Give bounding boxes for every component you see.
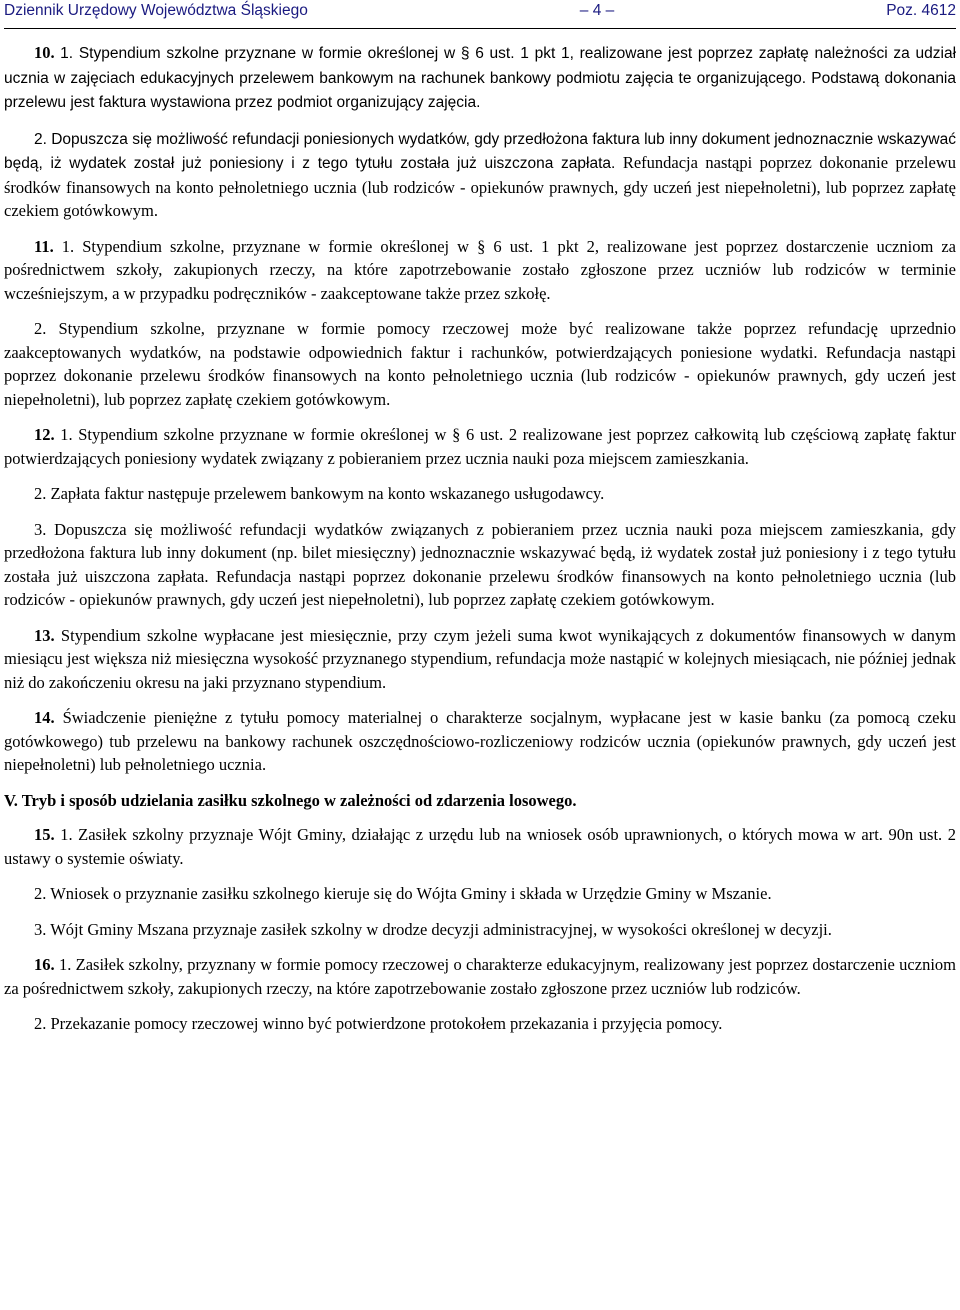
section-10-paragraph-2 xyxy=(4,127,956,223)
section-13-paragraph-1 xyxy=(4,624,956,695)
section-10-paragraph-1 xyxy=(4,41,956,115)
section-15-paragraph-1 xyxy=(4,823,956,870)
section-12-paragraph-3: 3. Dopuszcza się możliwość refundacji wydatków związanych z pobieraniem przez ucznia nauki poza miejscem zamieszkania, gdy przedłożona faktura lub inny dokument (np. bilet miesięczny) jednoznacznie wskazywać będą, iż wydatek został już poniesiony i z tego tytułu została już uiszczona zapłata. Refundacja nastąpi poprzez dokonanie przelewu środków finansowych na konto pełnoletniego ucznia (lub rodziców - opiekunów prawnych, gdy uczeń jest niepełnoletni), lub poprzez zapłatę czekiem gotówkowym. xyxy=(4,519,956,609)
section-15-text-1: 1. Zasiłek szkolny przyznaje Wójt Gminy, działając z urzędu lub na wniosek osób uprawnionych, o których mowa w art. 90n ust. 2 ustawy o systemie oświaty. xyxy=(4,825,956,868)
section-10-number: 10. xyxy=(34,43,55,62)
section-15-paragraph-2: 2. Wniosek o przyznanie zasiłku szkolnego kieruje się do Wójta Gminy i składa w Urzędzie Gminy w Mszanie. xyxy=(34,884,772,903)
section-16-paragraph-2: 2. Przekazanie pomocy rzeczowej winno być potwierdzone protokołem przekazania i przyjęcia pomocy. xyxy=(34,1014,723,1033)
section-12-text-1: 1. Stypendium szkolne przyznane w formie określonej w § 6 ust. 2 realizowane jest poprzez całkowitą lub częściową zapłatę faktur potwierdzających poniesiony wydatek związany z pobieraniem przez ucznia nauki poza miejscem zamieszkania. xyxy=(4,425,956,468)
section-15-number: 15. xyxy=(34,825,55,844)
section-10-text-2b: Refundacja nastąpi poprzez dokonanie przelewu środków finansowych na konto pełnoletniego ucznia (lub rodziców - opiekunów prawnych, gdy uczeń jest niepełnoletni), lub poprzez zapłatę czekiem gotówkowym. xyxy=(4,153,956,220)
section-14-number: 14. xyxy=(34,708,55,727)
chapter-v-heading: V. Tryb i sposób udzielania zasiłku szkolnego w zależności od zdarzenia losowego. xyxy=(4,790,577,810)
section-11-number: 11. xyxy=(34,236,54,256)
section-10-text-2a: 2. Dopuszcza się możliwość refundacji poniesionych wydatków, gdy przedłożona faktura lub inny dokument jednoznacznie wskazywać będą, iż wydatek został już poniesiony i z tego tytułu została już uiszczona zapłata. xyxy=(4,130,956,172)
section-11-text-1: 1. Stypendium szkolne, przyznane w formie określonej w § 6 ust. 1 pkt 2, realizowane jest poprzez dostarczenie uczniom za pośrednictwem szkoły, zakupionych rzeczy, na które zapotrzebowanie zostało zgłoszone przez uczniów lub rodziców w terminie wcześniejszym, a w przypadku podręczników - zaakceptowane także przez szkołę. xyxy=(4,236,956,303)
section-15-paragraph-3: 3. Wójt Gminy Mszana przyznaje zasiłek szkolny w drodze decyzji administracyjnej, w wysokości określonej w decyzji. xyxy=(34,919,832,939)
header-divider xyxy=(4,28,956,29)
section-10-text-1: 1. Stypendium szkolne przyznane w formie określonej w § 6 ust. 1 pkt 1, realizowane jest poprzez zapłatę należności za udział ucznia w zajęciach edukacyjnych przelewem bankowym na rachunek bankowy podmiotu zajęcia te organizującego. Podstawą dokonania przelewu jest faktura wystawiona przez podmiot organizujący zajęcia. xyxy=(4,45,957,111)
section-14-text-1: Świadczenie pieniężne z tytułu pomocy materialnej o charakterze socjalnym, wypłacane jest w kasie banku (za pomocą czeku gotówkowego) tub przelewu na bankowy rachunek oszczędnościowo-rozliczeniowy rodziców ucznia (opiekunów prawnych, gdy uczeń jest niepełnoletni) lub pełnoletniego ucznia. xyxy=(4,708,956,774)
section-12-number: 12. xyxy=(34,425,55,444)
page-header xyxy=(4,0,956,26)
section-14-paragraph-1 xyxy=(4,706,956,777)
section-16-paragraph-1 xyxy=(4,953,956,1000)
section-13-text-1: Stypendium szkolne wypłacane jest miesięcznie, przy czym jeżeli suma kwot wynikających z dokumentów finansowych w danym miesiącu jest większa niż miesięczna wysokość przyznanego stypendium, refundacja może nastąpić w kolejnych miesiącach, nie później jednak niż do zakończeniu okresu na jaki przyznano stypendium. xyxy=(4,625,956,692)
section-12-paragraph-1 xyxy=(4,423,956,470)
section-13-number: 13. xyxy=(34,625,55,645)
page-number: – 4 – xyxy=(579,2,615,19)
section-12-paragraph-2: 2. Zapłata faktur następuje przelewem bankowym na konto wskazanego usługodawcy. xyxy=(34,484,605,503)
journal-title: Dziennik Urzędowy Województwa Śląskiego xyxy=(4,2,308,19)
section-11-paragraph-2: 2. Stypendium szkolne, przyznane w formie pomocy rzeczowej może być realizowane także poprzez refundację uprzednio zaakceptowanych wydatków, na podstawie odpowiednich faktur i rachunków, potwierdzających poniesione wydatki. Refundacja nastąpi poprzez dokonanie przelewu środków finansowych na konto pełnoletniego ucznia (lub rodziców - opiekunów prawnych, gdy uczeń jest niepełnoletni), lub poprzez zapłatę czekiem gotówkowym. xyxy=(4,319,956,409)
section-16-number: 16. xyxy=(34,955,55,974)
document-body xyxy=(4,41,956,1036)
section-11-paragraph-1 xyxy=(4,235,956,306)
section-16-text-1: 1. Zasiłek szkolny, przyznany w formie pomocy rzeczowej o charakterze edukacyjnym, realizowany jest poprzez dostarczenie uczniom za pośrednictwem szkoły, zakupionych rzeczy, na które zapotrzebowanie zostało zgłoszone przez uczniów lub rodziców. xyxy=(4,955,956,998)
position-number: Poz. 4612 xyxy=(886,2,956,19)
